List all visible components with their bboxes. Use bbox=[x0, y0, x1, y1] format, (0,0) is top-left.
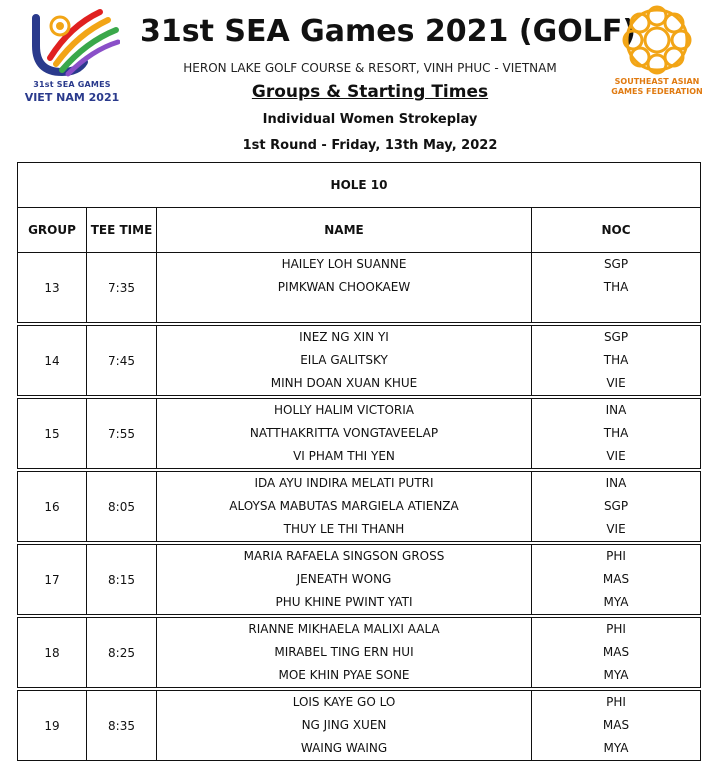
player-name: PHU KHINE PWINT YATI bbox=[275, 595, 413, 609]
player-noc: PHI bbox=[606, 622, 626, 636]
federation-emblem-icon bbox=[619, 4, 695, 76]
player-noc: THA bbox=[603, 426, 629, 440]
player-name: MIRABEL TING ERN HUI bbox=[274, 645, 414, 659]
table-row bbox=[18, 399, 701, 469]
section-title: Groups & Starting Times bbox=[251, 82, 489, 102]
player-noc: THA bbox=[603, 280, 629, 294]
group-number: 14 bbox=[18, 326, 87, 396]
group-number: 17 bbox=[18, 545, 87, 615]
player-name: LOIS KAYE GO LO bbox=[292, 695, 396, 709]
groups-body bbox=[18, 253, 701, 761]
table-row bbox=[18, 253, 701, 323]
player-noc: MYA bbox=[603, 595, 629, 609]
player-nocs bbox=[532, 545, 701, 615]
tee-time: 7:35 bbox=[87, 253, 157, 323]
tee-time: 7:55 bbox=[87, 399, 157, 469]
column-header-noc: NOC bbox=[532, 208, 701, 253]
group-number: 19 bbox=[18, 691, 87, 761]
hole-heading: HOLE 10 bbox=[18, 163, 701, 208]
player-nocs bbox=[532, 472, 701, 542]
tee-time: 8:35 bbox=[87, 691, 157, 761]
player-noc: MAS bbox=[602, 645, 630, 659]
player-name: HAILEY LOH SUANNE bbox=[281, 257, 407, 271]
table-row bbox=[18, 472, 701, 542]
player-name: MARIA RAFAELA SINGSON GROSS bbox=[243, 549, 445, 563]
player-name: JENEATH WONG bbox=[296, 572, 392, 586]
player-names bbox=[157, 691, 532, 761]
player-name: ALOYSA MABUTAS MARGIELA ATIENZA bbox=[229, 499, 459, 513]
player-name: PIMKWAN CHOOKAEW bbox=[277, 280, 411, 294]
player-noc: SGP bbox=[603, 499, 629, 513]
player-names bbox=[157, 253, 532, 323]
player-noc: THA bbox=[603, 353, 629, 367]
player-nocs bbox=[532, 618, 701, 688]
table-row bbox=[18, 691, 701, 761]
round-date: 1st Round - Friday, 13th May, 2022 bbox=[242, 138, 498, 153]
player-names bbox=[157, 618, 532, 688]
logo-caption-bottom: VIET NAM 2021 bbox=[24, 91, 120, 104]
starting-times-table bbox=[17, 162, 701, 761]
player-noc: MYA bbox=[603, 668, 629, 682]
player-name: EILA GALITSKY bbox=[300, 353, 388, 367]
player-noc: MAS bbox=[602, 718, 630, 732]
player-nocs bbox=[532, 326, 701, 396]
event-name: Individual Women Strokeplay bbox=[262, 112, 478, 127]
tee-time: 8:05 bbox=[87, 472, 157, 542]
sea-games-emblem-icon bbox=[30, 6, 120, 78]
empty-line bbox=[532, 299, 700, 322]
player-name: HOLLY HALIM VICTORIA bbox=[273, 403, 414, 417]
table-row bbox=[18, 618, 701, 688]
venue-line: HERON LAKE GOLF COURSE & RESORT, VINH PHUC - VIETNAM bbox=[183, 61, 557, 75]
player-name: NATTHAKRITTA VONGTAVEELAP bbox=[249, 426, 439, 440]
federation-caption-top: SOUTHEAST ASIAN bbox=[614, 77, 700, 86]
player-noc: SGP bbox=[603, 257, 629, 271]
empty-line bbox=[157, 299, 531, 322]
column-header-name: NAME bbox=[157, 208, 532, 253]
player-name: IDA AYU INDIRA MELATI PUTRI bbox=[254, 476, 434, 490]
group-number: 15 bbox=[18, 399, 87, 469]
federation-caption-bottom: GAMES FEDERATION bbox=[611, 87, 703, 96]
player-noc: MAS bbox=[602, 572, 630, 586]
player-noc: INA bbox=[605, 403, 627, 417]
table-row bbox=[18, 545, 701, 615]
player-noc: MYA bbox=[603, 741, 629, 755]
player-name: THUY LE THI THANH bbox=[283, 522, 405, 536]
tee-time: 8:15 bbox=[87, 545, 157, 615]
player-nocs bbox=[532, 399, 701, 469]
player-name: NG JING XUEN bbox=[301, 718, 387, 732]
player-name: RIANNE MIKHAELA MALIXI AALA bbox=[248, 622, 440, 636]
player-names bbox=[157, 326, 532, 396]
group-number: 13 bbox=[18, 253, 87, 323]
player-noc: SGP bbox=[603, 330, 629, 344]
document-header bbox=[0, 0, 720, 160]
page-title: 31st SEA Games 2021 (GOLF) bbox=[140, 14, 637, 49]
column-header-group: GROUP bbox=[18, 208, 87, 253]
player-noc: VIE bbox=[606, 449, 626, 463]
player-name: VI PHAM THI YEN bbox=[293, 449, 395, 463]
sea-games-2021-logo bbox=[22, 6, 134, 106]
player-name: MINH DOAN XUAN KHUE bbox=[270, 376, 418, 390]
group-number: 18 bbox=[18, 618, 87, 688]
tee-time: 7:45 bbox=[87, 326, 157, 396]
player-name: WAING WAING bbox=[300, 741, 388, 755]
group-number: 16 bbox=[18, 472, 87, 542]
player-noc: PHI bbox=[606, 549, 626, 563]
player-name: INEZ NG XIN YI bbox=[299, 330, 389, 344]
player-nocs bbox=[532, 253, 701, 323]
player-name: MOE KHIN PYAE SONE bbox=[278, 668, 410, 682]
tee-time: 8:25 bbox=[87, 618, 157, 688]
player-noc: INA bbox=[605, 476, 627, 490]
player-noc: VIE bbox=[606, 376, 626, 390]
player-names bbox=[157, 545, 532, 615]
player-names bbox=[157, 399, 532, 469]
player-names bbox=[157, 472, 532, 542]
player-noc: VIE bbox=[606, 522, 626, 536]
player-noc: PHI bbox=[606, 695, 626, 709]
player-nocs bbox=[532, 691, 701, 761]
sea-games-federation-logo bbox=[602, 4, 712, 104]
logo-caption-top: 31st SEA GAMES bbox=[33, 80, 111, 89]
table-row bbox=[18, 326, 701, 396]
column-header-tee-time: TEE TIME bbox=[87, 208, 157, 253]
